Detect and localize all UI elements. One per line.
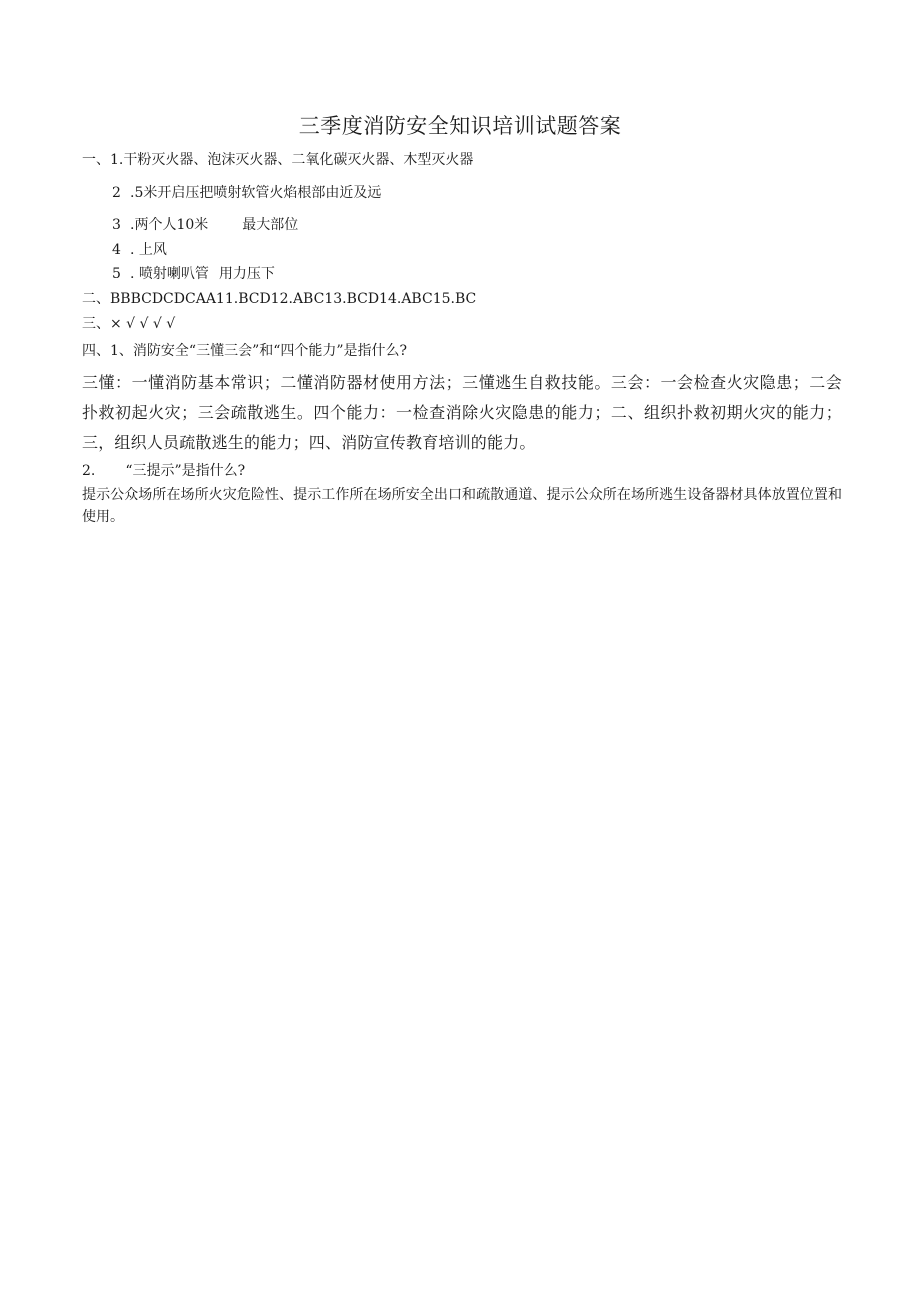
item-text: .5米开启压把喷射软管火焰根部由近及远 [130, 185, 382, 201]
section1-item2 [112, 184, 381, 202]
section1-item4 [112, 241, 167, 259]
item-extra: 最大部位 [242, 217, 299, 233]
question-number: 2. [82, 463, 96, 479]
section1-item5 [112, 265, 275, 283]
item-text: . 上风 [130, 242, 167, 258]
section1-item3 [112, 216, 298, 234]
item-number: 3 [112, 217, 121, 233]
item-number: 4 [112, 242, 121, 258]
question-text: “三提示”是指什么? [125, 463, 246, 479]
item-number: 2 [112, 185, 121, 201]
section4-question1: 四、1、消防安全“三懂三会”和“四个能力”是指什么? [82, 343, 408, 359]
section4-answer1: 三懂：一懂消防基本常识；二懂消防器材使用方法；三懂逃生自救技能。三会：一会检查火灾隐患；二会扑救初起火灾；三会疏散逃生。四个能力：一检查消除火灾隐患的能力；二、组织扑救初期火灾的能力；三，组织人员疏散逃生的能力；四、消防宣传教育培训的能力。 [82, 373, 842, 452]
section4-answer2: 提示公众场所在场所火灾危险性、提示工作所在场所安全出口和疏散通道、提示公众所在场所逃生设备器材具体放置位置和使用。 [82, 487, 842, 525]
section4-question2 [82, 462, 245, 480]
item-extra: 用力压下 [218, 266, 275, 282]
item-text: .两个人10米 [130, 217, 209, 233]
section3-line: 三、× √ √ √ √ [82, 316, 176, 332]
document-title: 三季度消防安全知识培训试题答案 [298, 114, 622, 138]
section1-line1: 一、1.干粉灭火器、泡沫灭火器、二氧化碳灭火器、木型灭火器 [82, 152, 474, 168]
section2-line: 二、BBBCDCDCAA11.BCD12.ABC13.BCD14.ABC15.BC [82, 291, 477, 307]
item-number: 5 [112, 266, 121, 282]
item-text: . 喷射喇叭管 [130, 266, 209, 282]
